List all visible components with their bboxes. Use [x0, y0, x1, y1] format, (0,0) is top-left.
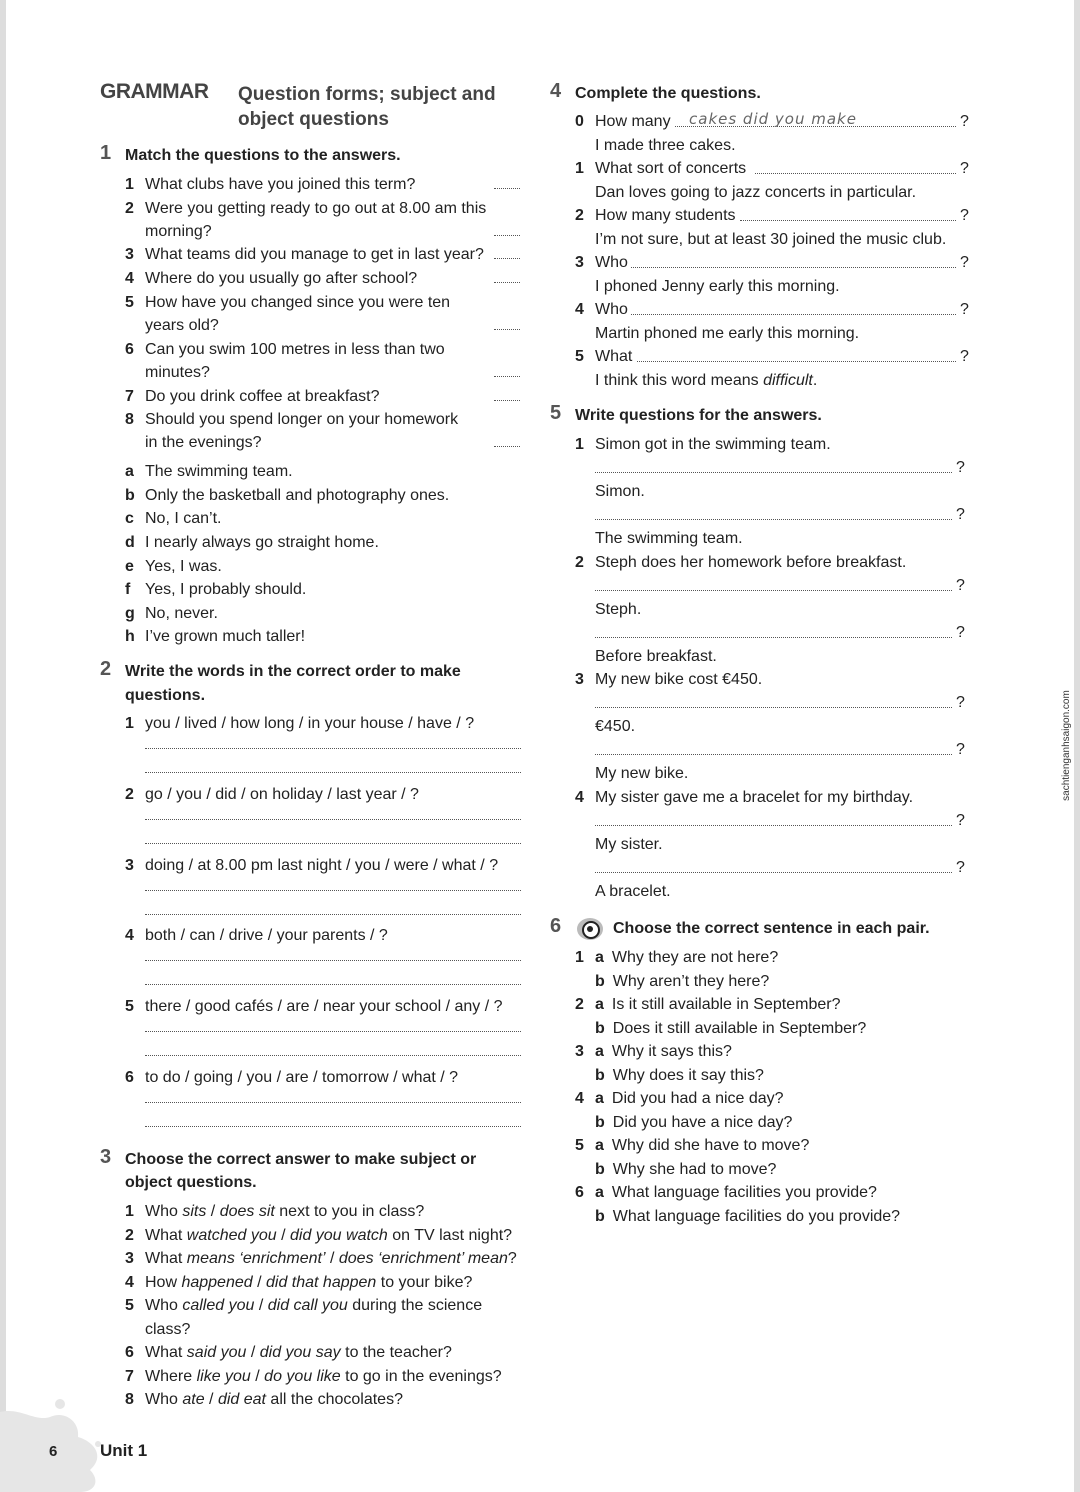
given-sentence: Steph does her homework before breakfast. [595, 554, 907, 571]
page-number: 6 [49, 1443, 58, 1460]
exercise-2-instruction-line1: Write the words in the correct order to make [125, 663, 461, 680]
answer-word: My sister. [595, 836, 663, 853]
question-mark: ? [956, 812, 965, 829]
exercise-4-instruction: Complete the questions. [575, 85, 761, 102]
sentence-start: Who [145, 1297, 183, 1314]
answer-line[interactable] [145, 1055, 521, 1056]
item-number: 1 [125, 715, 134, 732]
match-answer-blank[interactable] [494, 258, 520, 259]
answer-letter: d [125, 534, 135, 551]
item-number: 2 [125, 1227, 134, 1244]
pair-number: 1 [575, 949, 584, 966]
question-text: Should you spend longer on your homework [145, 411, 459, 428]
match-answer-blank[interactable] [494, 188, 520, 189]
option-letter-b: b [595, 1208, 605, 1225]
exercise-6-number: 6 [550, 915, 562, 937]
option-1[interactable]: called you [182, 1297, 255, 1314]
option-a-text: What language facilities you provide? [611, 1184, 877, 1201]
paint-splash-decoration [0, 1382, 110, 1492]
question-number: 6 [125, 341, 134, 358]
question-mark: ? [956, 506, 965, 523]
sentence [145, 1390, 403, 1410]
question-mark: ? [960, 254, 969, 271]
option-2[interactable]: did that happen [265, 1274, 377, 1291]
answer-line[interactable] [755, 173, 956, 174]
pair-number: 3 [575, 1043, 584, 1060]
option-b-row[interactable] [595, 1160, 776, 1180]
answer-italic: difficult [763, 372, 813, 389]
match-answer-blank[interactable] [494, 400, 520, 401]
answer-line[interactable] [145, 914, 521, 915]
answer-sentence [595, 230, 946, 250]
sentence-start: How [145, 1274, 182, 1291]
question-mark: ? [956, 624, 965, 641]
match-answer-blank[interactable] [494, 282, 520, 283]
option-letter-b: b [595, 1020, 605, 1037]
option-letter-b: b [595, 1114, 605, 1131]
option-b-text: What language facilities do you provide? [612, 1208, 901, 1225]
answer-text: I phoned Jenny early this morning. [595, 278, 840, 295]
sentence-end: to the teacher? [340, 1344, 452, 1361]
scrambled-words: there / good cafés / are / near your school / any / ? [145, 998, 503, 1015]
option-2[interactable]: does ‘enrichment’ mean [338, 1250, 508, 1267]
exercise-3-number: 3 [100, 1146, 112, 1168]
item-number: 5 [575, 348, 584, 365]
match-answer-blank[interactable] [494, 329, 520, 330]
answer-line[interactable] [145, 1031, 521, 1032]
match-answer-blank[interactable] [494, 376, 520, 377]
option-2[interactable]: did call you [267, 1297, 348, 1314]
item-number: 8 [125, 1391, 134, 1408]
option-a-row[interactable] [595, 1183, 877, 1203]
answer-line[interactable] [595, 590, 952, 591]
given-sentence: Simon got in the swimming team. [595, 436, 831, 453]
given-sentence: My sister gave me a bracelet for my birthday. [595, 789, 914, 806]
option-separator: / [252, 1274, 266, 1291]
sentence [145, 1202, 424, 1222]
exercise-1-instruction: Match the questions to the answers. [125, 147, 401, 164]
question-number: 4 [125, 270, 134, 287]
watermark-text: sachtienganhsaigon.com [1061, 690, 1073, 801]
question-text: What teams did you manage to get in last year? [145, 246, 484, 263]
question-number: 1 [125, 176, 134, 193]
item-number: 6 [125, 1344, 134, 1361]
option-1[interactable]: watched you [186, 1227, 277, 1244]
exercise-5-instruction: Write questions for the answers. [575, 407, 822, 424]
option-b-row[interactable] [595, 1066, 764, 1086]
item-number: 3 [125, 857, 134, 874]
question-number: 2 [125, 200, 134, 217]
item-number: 2 [575, 207, 584, 224]
option-1[interactable]: sits [182, 1203, 207, 1220]
match-answer-blank[interactable] [494, 446, 520, 447]
exercise-6-instruction: Choose the correct sentence in each pair. [613, 920, 930, 937]
sentence [145, 1226, 512, 1246]
question-text-cont: minutes? [145, 364, 210, 381]
question-text: How have you changed since you were ten [145, 294, 451, 311]
answer-line[interactable] [631, 267, 956, 268]
option-separator: / [206, 1203, 220, 1220]
option-separator: / [254, 1297, 268, 1314]
answer-letter: a [125, 463, 134, 480]
answer-sentence [595, 183, 916, 203]
option-2[interactable]: did you watch [289, 1227, 388, 1244]
option-b-text: Why does it say this? [612, 1067, 764, 1084]
sentence-start: Where [145, 1368, 197, 1385]
common-errors-eye-icon [577, 918, 603, 940]
option-b-text: Did you have a nice day? [612, 1114, 793, 1131]
option-1[interactable]: like you [196, 1368, 251, 1385]
option-1[interactable]: said you [186, 1344, 247, 1361]
pair-number: 2 [575, 996, 584, 1013]
question-start: What sort of concerts [595, 160, 747, 177]
answer-text: Martin phoned me early this morning. [595, 325, 860, 342]
option-a-row[interactable] [595, 1042, 732, 1062]
answer-line[interactable] [145, 1102, 521, 1103]
answer-line[interactable] [637, 361, 956, 362]
question-start: How many students [595, 207, 736, 224]
exercise-1-number: 1 [100, 142, 112, 164]
answer-line[interactable] [595, 825, 952, 826]
sentence-start: Who [145, 1391, 183, 1408]
sentence [145, 1273, 472, 1293]
question-mark: ? [956, 459, 965, 476]
answer-word: Simon. [595, 483, 645, 500]
option-b-text: Does it still available in September? [612, 1020, 867, 1037]
question-mark: ? [956, 577, 965, 594]
question-start: Who [595, 301, 628, 318]
answer-text: I nearly always go straight home. [145, 534, 379, 551]
item-number: 4 [575, 301, 584, 318]
scrambled-words: doing / at 8.00 pm last night / you / were / what / ? [145, 857, 499, 874]
item-number: 0 [575, 113, 584, 130]
answer-line[interactable] [145, 772, 521, 773]
option-letter-b: b [595, 973, 605, 990]
match-answer-blank[interactable] [494, 235, 520, 236]
question-start: Who [595, 254, 628, 271]
question-mark: ? [956, 741, 965, 758]
sentence-end: next to you in class? [274, 1203, 425, 1220]
sentence [145, 1249, 517, 1269]
exercise-4-number: 4 [550, 80, 562, 102]
item-number: 3 [575, 671, 584, 688]
question-mark: ? [960, 348, 969, 365]
answer-word: Steph. [595, 601, 642, 618]
answer-word: My new bike. [595, 765, 689, 782]
sentence-end: to your bike? [376, 1274, 473, 1291]
answer-text: Yes, I was. [145, 558, 222, 575]
answer-sentence [595, 277, 840, 297]
sentence-end: on TV last night? [387, 1227, 513, 1244]
scrambled-words: both / can / drive / your parents / ? [145, 927, 388, 944]
answer-line[interactable] [145, 843, 521, 844]
exercise-3-instruction-line2: object questions. [125, 1174, 257, 1191]
option-letter-a: a [595, 1090, 604, 1107]
answer-letter: b [125, 487, 135, 504]
item-number: 3 [125, 1250, 134, 1267]
option-b-row[interactable] [595, 1019, 866, 1039]
item-number: 1 [575, 436, 584, 453]
option-1[interactable]: means ‘enrichment’ [186, 1250, 326, 1267]
option-letter-a: a [595, 1184, 604, 1201]
option-a-text: Why did she have to move? [611, 1137, 810, 1154]
item-number: 5 [125, 998, 134, 1015]
option-letter-a: a [595, 1137, 604, 1154]
given-sentence: My new bike cost €450. [595, 671, 763, 688]
sentence-end: to go in the evenings? [340, 1368, 502, 1385]
question-text: Do you drink coffee at breakfast? [145, 388, 380, 405]
question-start: What [595, 348, 633, 365]
question-text-cont: morning? [145, 223, 212, 240]
exercise-2-instruction-line2: questions. [125, 687, 206, 704]
answer-line[interactable] [145, 960, 521, 961]
answer-line[interactable] [145, 819, 521, 820]
option-b-text: Why aren’t they here? [612, 973, 770, 990]
option-a-text: Why it says this? [611, 1043, 732, 1060]
item-number: 1 [125, 1203, 134, 1220]
option-b-row[interactable] [595, 1113, 792, 1133]
option-a-row[interactable] [595, 948, 778, 968]
item-number: 3 [575, 254, 584, 271]
answer-text: No, never. [145, 605, 218, 622]
answer-text: The swimming team. [145, 463, 293, 480]
sentence-end: ? [507, 1250, 517, 1267]
question-mark: ? [956, 859, 965, 876]
pair-number: 6 [575, 1184, 584, 1201]
question-text-cont: in the evenings? [145, 434, 262, 451]
answer-line[interactable] [595, 872, 952, 873]
period: . [812, 372, 818, 389]
option-letter-a: a [595, 949, 604, 966]
answer-letter: h [125, 628, 135, 645]
answer-line[interactable] [145, 984, 521, 985]
answer-text: I made three cakes. [595, 137, 736, 154]
answer-sentence [595, 324, 859, 344]
sentence [145, 1296, 482, 1316]
question-start: How many [595, 113, 671, 130]
section-title-line2: object questions [238, 109, 389, 130]
option-b-row[interactable] [595, 972, 769, 992]
sentence-start: What [145, 1344, 187, 1361]
answer-word: A bracelet. [595, 883, 671, 900]
item-number: 7 [125, 1368, 134, 1385]
option-letter-b: b [595, 1161, 605, 1178]
item-number: 4 [125, 927, 134, 944]
answer-word: The swimming team. [595, 530, 743, 547]
sentence [145, 1367, 502, 1387]
question-text: Can you swim 100 metres in less than two [145, 341, 445, 358]
sentence-start: What [145, 1227, 187, 1244]
question-number: 5 [125, 294, 134, 311]
answer-word: Before breakfast. [595, 648, 717, 665]
option-separator: / [246, 1344, 260, 1361]
answer-sentence [595, 136, 736, 156]
page-edge-left [0, 0, 6, 1492]
option-a-row[interactable] [595, 995, 840, 1015]
item-number: 6 [125, 1069, 134, 1086]
option-separator: / [276, 1227, 290, 1244]
option-a-row[interactable] [595, 1136, 809, 1156]
item-number: 4 [575, 789, 584, 806]
pair-number: 4 [575, 1090, 584, 1107]
answer-line[interactable] [595, 637, 952, 638]
handwritten-answer: cakes did you make [689, 110, 857, 128]
question-number: 8 [125, 411, 134, 428]
answer-line[interactable] [595, 472, 952, 473]
answer-text: Dan loves going to jazz concerts in particular. [595, 184, 917, 201]
answer-line[interactable] [595, 519, 952, 520]
section-heading: GRAMMAR [100, 80, 209, 103]
answer-line[interactable] [595, 707, 952, 708]
question-text-cont: years old? [145, 317, 219, 334]
sentence-end: all the chocolates? [265, 1391, 403, 1408]
option-separator: / [325, 1250, 339, 1267]
option-a-row[interactable] [595, 1089, 784, 1109]
answer-line[interactable] [595, 754, 952, 755]
option-b-text: Why she had to move? [612, 1161, 777, 1178]
question-mark: ? [960, 113, 969, 130]
answer-text: Only the basketball and photography ones. [145, 487, 450, 504]
answer-text: I think this word means [595, 372, 764, 389]
answer-letter: e [125, 558, 134, 575]
answer-word: €450. [595, 718, 636, 735]
answer-text: I’m not sure, but at least 30 joined the music club. [595, 231, 947, 248]
answer-line[interactable] [631, 314, 956, 315]
answer-letter: g [125, 605, 135, 622]
question-text: Where do you usually go after school? [145, 270, 418, 287]
scrambled-words: you / lived / how long / in your house / have / ? [145, 715, 475, 732]
answer-letter: f [125, 581, 131, 598]
answer-line[interactable] [145, 890, 521, 891]
option-2[interactable]: did you say [259, 1344, 341, 1361]
option-a-text: Did you had a nice day? [611, 1090, 784, 1107]
page-edge-right [1074, 0, 1080, 1492]
question-mark: ? [956, 694, 965, 711]
sentence-start: Who [145, 1203, 183, 1220]
item-number: 4 [125, 1274, 134, 1291]
option-separator: / [250, 1368, 265, 1385]
exercise-3-instruction-line1: Choose the correct answer to make subject or [125, 1151, 477, 1168]
answer-letter: c [125, 510, 134, 527]
question-mark: ? [960, 207, 969, 224]
question-text: What clubs have you joined this term? [145, 176, 416, 193]
answer-line[interactable] [145, 748, 521, 749]
scrambled-words: to do / going / you / are / tomorrow / what / ? [145, 1069, 459, 1086]
sentence-start: What [145, 1250, 187, 1267]
exercise-5-number: 5 [550, 402, 562, 424]
option-letter-a: a [595, 996, 604, 1013]
item-number: 5 [125, 1297, 134, 1314]
section-title-line1: Question forms; subject and [238, 84, 496, 105]
item-number: 2 [125, 786, 134, 803]
question-mark: ? [960, 160, 969, 177]
option-1[interactable]: ate [182, 1391, 205, 1408]
option-a-text: Is it still available in September? [611, 996, 841, 1013]
option-letter-a: a [595, 1043, 604, 1060]
answer-line[interactable] [145, 1126, 521, 1127]
option-2[interactable]: did eat [217, 1391, 266, 1408]
option-separator: / [204, 1391, 218, 1408]
option-b-row[interactable] [595, 1207, 900, 1227]
question-number: 7 [125, 388, 134, 405]
option-a-text: Why they are not here? [611, 949, 779, 966]
option-2[interactable]: does sit [219, 1203, 275, 1220]
answer-text: I’ve grown much taller! [145, 628, 306, 645]
exercise-2-number: 2 [100, 658, 112, 680]
pair-number: 5 [575, 1137, 584, 1154]
item-number: 2 [575, 554, 584, 571]
question-mark: ? [960, 301, 969, 318]
answer-sentence [595, 371, 817, 391]
sentence-cont: class? [145, 1321, 191, 1338]
question-text: Were you getting ready to go out at 8.00 am this [145, 200, 487, 217]
scrambled-words: go / you / did / on holiday / last year / ? [145, 786, 419, 803]
sentence [145, 1343, 452, 1363]
option-letter-b: b [595, 1067, 605, 1084]
unit-label: Unit 1 [100, 1441, 148, 1460]
question-number: 3 [125, 246, 134, 263]
answer-text: No, I can’t. [145, 510, 222, 527]
item-number: 1 [575, 160, 584, 177]
sentence-end: during the science [347, 1297, 483, 1314]
answer-line[interactable] [740, 220, 956, 221]
answer-text: Yes, I probably should. [145, 581, 307, 598]
option-1[interactable]: happened [181, 1274, 253, 1291]
option-2[interactable]: do you like [264, 1368, 341, 1385]
